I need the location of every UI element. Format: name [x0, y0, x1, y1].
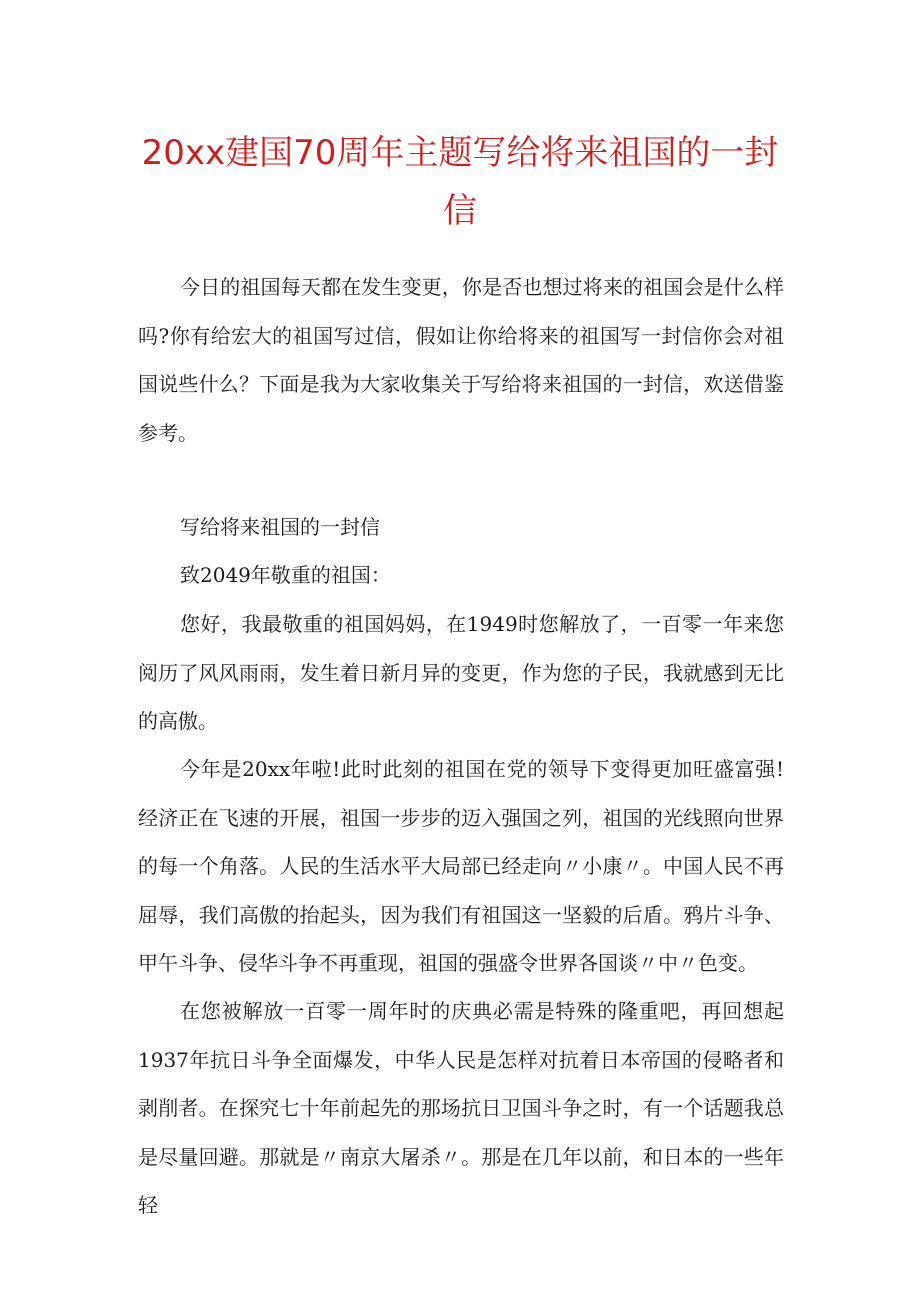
letter-paragraph: 在您被解放一百零一周年时的庆典必需是特殊的隆重吧，再回想起1937年抗日斗争全面爆发，中华人民是怎样对抗着日本帝国的侵略者和剥削者。在探究七十年前起先的那场抗日卫国斗争之时，有一个话题我总是尽量回避。那就是〃南京大屠杀〃。那是在几年以前，和日本的一些年轻: [138, 999, 784, 1218]
letter-paragraph: 您好，我最敬重的祖国妈妈，在1949时您解放了，一百零一年来您阅历了风风雨雨，发生着日新月异的变更，作为您的子民，我就感到无比的高傲。: [138, 612, 784, 734]
salutation: 致2049年敬重的祖国：: [180, 563, 391, 587]
intro-paragraph: 今日的祖国每天都在发生变更，你是否也想过将来的祖国会是什么样吗?你有给宏大的祖国写过信，假如让你给将来的祖国写一封信你会对祖国说些什么？下面是我为大家收集关于写给将来祖国的一封信，欢送借鉴参考。: [138, 275, 784, 445]
letter-heading: 写给将来祖国的一封信: [180, 515, 380, 539]
letter-paragraph: 今年是20xx年啦!此时此刻的祖国在党的领导下变得更加旺盛富强!经济正在飞速的开展，祖国一步步的迈入强国之列，祖国的光线照向世界的每一个角落。人民的生活水平大局部已经走向〃小康〃。中国人民不再屈辱，我们高傲的抬起头，因为我们有祖国这一坚毅的后盾。鸦片斗争、甲午斗争、侵华斗争不再重现，祖国的强盛令世界各国谈〃中〃色变。: [138, 757, 784, 976]
document-title: 20xx建国70周年主题写给将来祖国的一封信: [141, 133, 779, 231]
